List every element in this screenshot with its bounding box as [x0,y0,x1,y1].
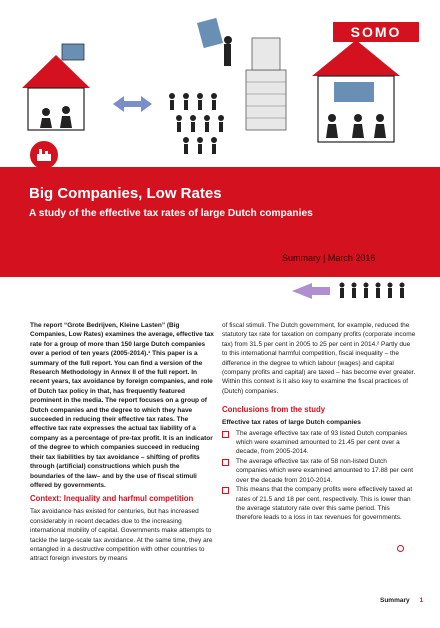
bullet-square-icon [222,459,229,466]
crowd-illustration [169,93,224,154]
exchange-arrows [113,96,152,112]
report-subtitle: A study of the effective tax rates of large Dutch companies [29,208,313,219]
left-column [30,321,215,564]
list-item: The average effective tax rate of 58 non-listed Dutch companies which were examined amounted to 17.88 per cent over the decade from 2010-2014. [222,457,416,485]
coin-stack-illustration [246,38,286,130]
house-illustration [22,44,90,130]
end-mark-icon [397,545,404,552]
list-item: The average effective tax rate of 93 listed Dutch companies which were examined amounted to 21.45 per cent over a decade, from 2005-2014. [222,429,416,457]
report-title: Big Companies, Low Rates [29,185,222,202]
intro-paragraph: The report “Grote Bedrijven, Kleine Lasten” (Big Companies, Low Rates) examines the average, effective tax rate for a group of more than 150 large Dutch companies over a period of ten years (2005-2014).¹ This paper is a summary of the full report. You can find a version of the Research Methodology in Annex II of the full report. In recent years, tax avoidance by foreign companies, and role of Dutch tax policy in that, has frequently featured prominent in the media. The report focuses on a group of Dutch companies and the degree to which they have succeeded in reducing their effective tax rates. The effective tax rate expresses the actual tax liability of a company as a percentage of pre-tax profit. It is an indicator of the degree to which companies succeed in reducing their tax liabilities by tax avoidance – shifting of profits through (artificial) constructions which push the boundaries of the law– and by the use of fiscal stimuli offered by governments. [30,322,214,489]
conclusions-list [222,429,416,523]
somo-logo: SOMO [333,22,419,42]
effective-tax-subheading: Effective tax rates of large Dutch companies [222,419,361,427]
bullet-square-icon [222,431,229,438]
list-item: This means that the company profits were effectively taxed at rates of 21.5 and 18 per cent, respectively. This is lower than the average statutory rate over this same period. This therefore leads to a loss in tax revenues for governments. [222,485,416,523]
right-paragraph: of fiscal stimuli. The Dutch government, for example, reduced the statutory tax rate for taxation on company profits (corporate income tax) from 31.5 per cent in 2005 to 25 per cent in 2014.² Partly due to this international harmful competition, fiscal inequality – the difference in the degree to which labour (wages) and capital (company profits and capital) are taxed – has become ever greater. Within this context is it also key to examine the fiscal practices of (Dutch) companies. [222,322,416,395]
context-paragraph: Tax avoidance has existed for centuries, but has increased considerably in recent decades due to the increasing international mobility of capital. Governments make attempts to tackle the large-scale tax avoidance. At the same time, they are entangled in a destructive competition with other countries to attract foreign investors by means [30,508,213,563]
bullet-square-icon [222,487,229,494]
money-transfer-illustration [290,279,420,303]
page-number: 1 [419,597,424,604]
page-footer [380,597,423,604]
office-illustration [312,40,400,142]
summary-date-label: Summary | March 2016 [282,253,376,263]
context-heading: Context: Inequality and harfmul competition [30,494,194,504]
right-column [222,321,416,523]
document-illustration [197,18,232,66]
conclusions-heading: Conclusions from the study [222,405,326,415]
footer-label: Summary [380,597,410,604]
